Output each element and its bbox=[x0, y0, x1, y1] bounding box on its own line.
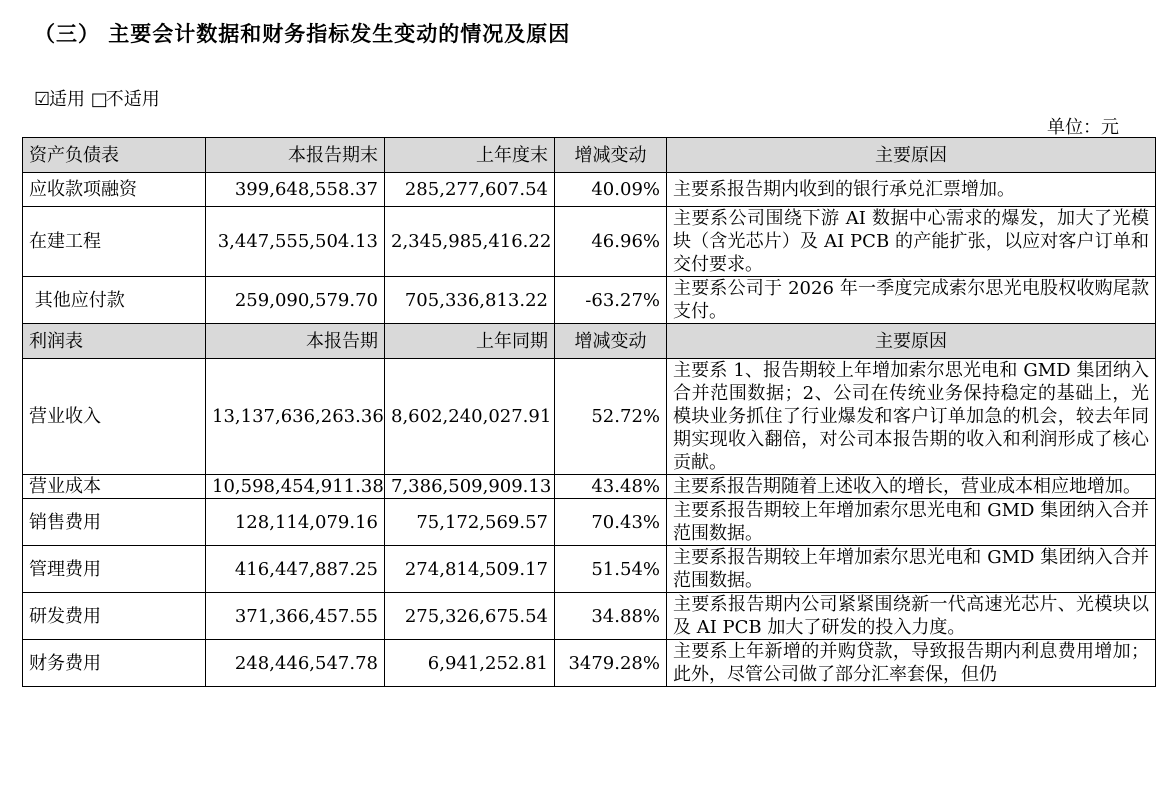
item-cell: 营业收入 bbox=[23, 359, 206, 475]
reason-cell: 主要系上年新增的并购贷款，导致报告期内利息费用增加；此外，尽管公司做了部分汇率套保，但仍 bbox=[667, 640, 1156, 687]
table-row bbox=[23, 277, 1156, 324]
change-cell: 40.09% bbox=[555, 173, 667, 207]
unit-label: 单位：元 bbox=[1047, 117, 1119, 138]
header-cell: 本报告期 bbox=[206, 324, 385, 359]
header-cell: 主要原因 bbox=[667, 324, 1156, 359]
change-cell: 3479.28% bbox=[555, 640, 667, 687]
applicability-line bbox=[34, 85, 160, 111]
header-cell: 利润表 bbox=[23, 324, 206, 359]
financial-changes-table bbox=[22, 137, 1156, 687]
previous-value-cell: 8,602,240,027.91 bbox=[385, 359, 555, 475]
current-value-cell: 248,446,547.78 bbox=[206, 640, 385, 687]
table-row bbox=[23, 475, 1156, 499]
reason-cell: 主要系公司于 2026 年一季度完成索尔思光电股权收购尾款支付。 bbox=[667, 277, 1156, 324]
section-title: （三） 主要会计数据和财务指标发生变动的情况及原因 bbox=[34, 22, 571, 46]
change-cell: 43.48% bbox=[555, 475, 667, 499]
item-cell: 营业成本 bbox=[23, 475, 206, 499]
previous-value-cell: 6,941,252.81 bbox=[385, 640, 555, 687]
previous-value-cell: 75,172,569.57 bbox=[385, 499, 555, 546]
applicable-label: 适用 bbox=[49, 89, 85, 110]
table-row bbox=[23, 640, 1156, 687]
current-value-cell: 128,114,079.16 bbox=[206, 499, 385, 546]
current-value-cell: 10,598,454,911.38 bbox=[206, 475, 385, 499]
previous-value-cell: 285,277,607.54 bbox=[385, 173, 555, 207]
change-cell: -63.27% bbox=[555, 277, 667, 324]
balance-sheet-header-row bbox=[23, 138, 1156, 173]
header-cell: 增减变动 bbox=[555, 138, 667, 173]
current-value-cell: 13,137,636,263.36 bbox=[206, 359, 385, 475]
change-cell: 51.54% bbox=[555, 546, 667, 593]
reason-cell: 主要系报告期较上年增加索尔思光电和 GMD 集团纳入合并范围数据。 bbox=[667, 499, 1156, 546]
table-row bbox=[23, 359, 1156, 475]
table-row bbox=[23, 173, 1156, 207]
current-value-cell: 416,447,887.25 bbox=[206, 546, 385, 593]
current-value-cell: 259,090,579.70 bbox=[206, 277, 385, 324]
header-cell: 增减变动 bbox=[555, 324, 667, 359]
unchecked-checkbox-icon[interactable]: □ bbox=[90, 89, 108, 110]
item-cell: 销售费用 bbox=[23, 499, 206, 546]
reason-cell: 主要系报告期随着上述收入的增长，营业成本相应地增加。 bbox=[667, 475, 1156, 499]
reason-cell: 主要系报告期内收到的银行承兑汇票增加。 bbox=[667, 173, 1156, 207]
income-statement-header-row bbox=[23, 324, 1156, 359]
item-cell: 应收款项融资 bbox=[23, 173, 206, 207]
previous-value-cell: 2,345,985,416.22 bbox=[385, 207, 555, 277]
previous-value-cell: 705,336,813.22 bbox=[385, 277, 555, 324]
table-row bbox=[23, 207, 1156, 277]
header-cell: 主要原因 bbox=[667, 138, 1156, 173]
header-cell: 本报告期末 bbox=[206, 138, 385, 173]
header-cell: 资产负债表 bbox=[23, 138, 206, 173]
table-row bbox=[23, 546, 1156, 593]
previous-value-cell: 7,386,509,909.13 bbox=[385, 475, 555, 499]
current-value-cell: 3,447,555,504.13 bbox=[206, 207, 385, 277]
reason-cell: 主要系报告期较上年增加索尔思光电和 GMD 集团纳入合并范围数据。 bbox=[667, 546, 1156, 593]
item-cell: 管理费用 bbox=[23, 546, 206, 593]
header-cell: 上年同期 bbox=[385, 324, 555, 359]
not-applicable-label: 不适用 bbox=[105, 89, 160, 110]
change-cell: 46.96% bbox=[555, 207, 667, 277]
item-cell: 其他应付款 bbox=[23, 277, 206, 324]
checked-checkbox-icon[interactable]: ☑ bbox=[34, 89, 51, 110]
current-value-cell: 399,648,558.37 bbox=[206, 173, 385, 207]
previous-value-cell: 275,326,675.54 bbox=[385, 593, 555, 640]
table-row bbox=[23, 593, 1156, 640]
header-cell: 上年度末 bbox=[385, 138, 555, 173]
reason-cell: 主要系 1、报告期较上年增加索尔思光电和 GMD 集团纳入合并范围数据；2、公司在传统业务保持稳定的基础上，光模块业务抓住了行业爆发和客户订单加急的机会，较去年同期实现收入翻倍，对公司本报告期的收入和利润形成了核心贡献。 bbox=[667, 359, 1156, 475]
item-cell: 研发费用 bbox=[23, 593, 206, 640]
reason-cell: 主要系公司围绕下游 AI 数据中心需求的爆发，加大了光模块（含光芯片）及 AI PCB 的产能扩张，以应对客户订单和交付要求。 bbox=[667, 207, 1156, 277]
reason-cell: 主要系报告期内公司紧紧围绕新一代高速光芯片、光模块以及 AI PCB 加大了研发的投入力度。 bbox=[667, 593, 1156, 640]
change-cell: 70.43% bbox=[555, 499, 667, 546]
previous-value-cell: 274,814,509.17 bbox=[385, 546, 555, 593]
table-row bbox=[23, 499, 1156, 546]
item-cell: 在建工程 bbox=[23, 207, 206, 277]
change-cell: 34.88% bbox=[555, 593, 667, 640]
change-cell: 52.72% bbox=[555, 359, 667, 475]
item-cell: 财务费用 bbox=[23, 640, 206, 687]
current-value-cell: 371,366,457.55 bbox=[206, 593, 385, 640]
